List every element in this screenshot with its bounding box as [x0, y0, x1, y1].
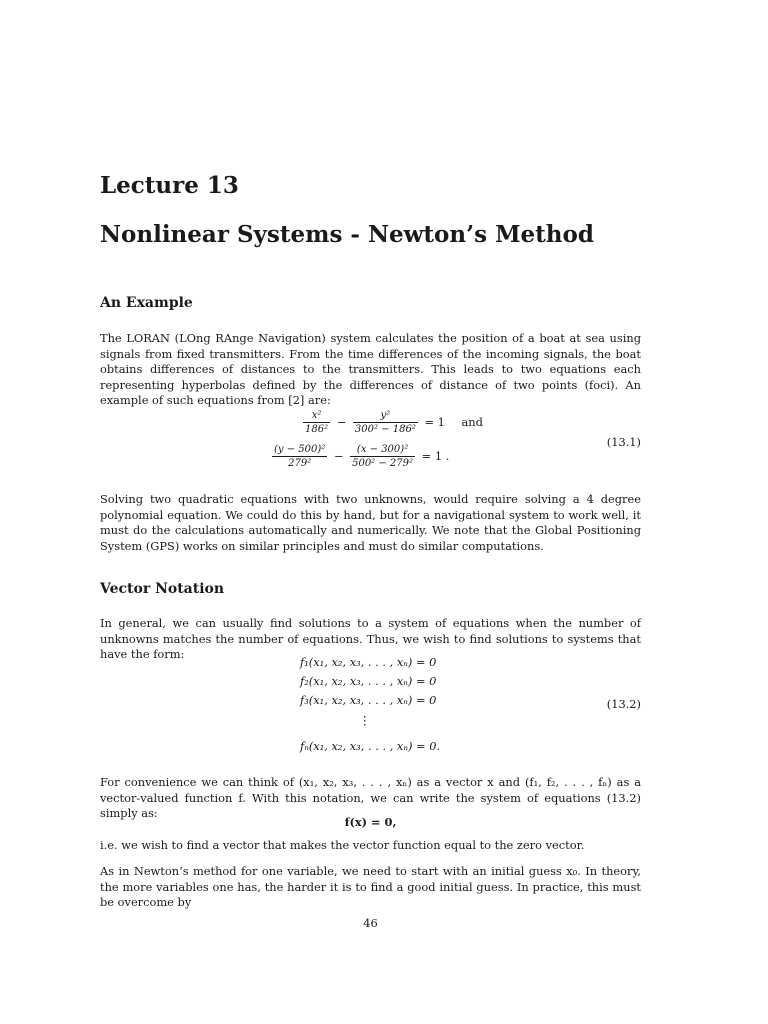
equation-row-2 [272, 444, 452, 469]
denominator: 279² [288, 458, 312, 469]
and-word: and [461, 414, 483, 429]
minus-sign: − [336, 414, 347, 429]
equation-row-1 [303, 410, 486, 435]
page-title: Nonlinear Systems - Newton’s Method [100, 221, 594, 248]
numerator: x² [303, 410, 330, 423]
equals-one: = 1 . [421, 448, 450, 463]
numerator: y² [353, 410, 418, 423]
denominator: 500² − 279² [352, 458, 414, 469]
numerator: (y − 500)² [274, 444, 326, 455]
system-line-1: f₁(x₁, x₂, x₃, . . . , xₙ) = 0 [300, 655, 437, 669]
paragraph-convenience: For convenience we can think of (x₁, x₂, x₃, . . . , xₙ) as a vector x and (f₁, f₂, . . . , fₙ) as a vector-valued function f. With this notation, we can write the system of equations (13.2) simply as: [100, 775, 641, 821]
paragraph-ie: i.e. we wish to find a vector that makes the vector function equal to the zero vector. [100, 838, 585, 852]
system-line-n: fₙ(x₁, x₂, x₃, . . . , xₙ) = 0. [300, 739, 441, 753]
system-line-3: f₃(x₁, x₂, x₃, . . . , xₙ) = 0 [300, 693, 437, 707]
fraction [350, 444, 415, 469]
equation-number: (13.2) [606, 697, 641, 711]
paragraph-solving: Solving two quadratic equations with two unknowns, would require solving a 4 degree polynomial equation. We could do this by hand, but for a navigational system to work well, it must do the calculations automatically and numerically. We note that the Global Positioning System (GPS) works on similar principles and must do similar computations. [100, 492, 641, 553]
system-line-2: f₂(x₁, x₂, x₃, . . . , xₙ) = 0 [300, 674, 437, 688]
equation-13-1 [100, 408, 641, 478]
vector-equation: f(x) = 0, [344, 815, 397, 829]
equation-number: (13.1) [606, 435, 641, 449]
fraction [272, 444, 327, 469]
fraction [303, 410, 330, 435]
paragraph-newton: As in Newton’s method for one variable, we need to start with an initial guess x₀. In theory, the more variables one has, the harder it is to find a good initial guess. In practice, this must be overcome by [100, 864, 641, 910]
paragraph-general: In general, we can usually find solutions to a system of equations when the number of unknowns matches the number of equations. Thus, we wish to find solutions to systems that have the form: [100, 616, 641, 662]
denominator: 186² [305, 424, 329, 435]
numerator: (x − 300)² [350, 444, 415, 457]
paragraph-loran: The LORAN (LOng RAnge Navigation) system calculates the position of a boat at sea using signals from fixed transmitters. From the time differences of the incoming signals, the boat obtains differences of distances to the transmitters. This leads to two equations each representing hyperbolas defined by the differences of distance of two points (foci). An example of such equations from [2] are: [100, 331, 641, 408]
page-number: 46 [363, 916, 378, 930]
fraction [353, 410, 418, 435]
vertical-ellipsis: ⋮ [359, 713, 371, 727]
equals-one: = 1 [424, 414, 445, 429]
minus-sign: − [333, 448, 344, 463]
section-heading-vector-notation: Vector Notation [100, 581, 225, 597]
lecture-label: Lecture 13 [100, 172, 239, 199]
equation-13-2 [100, 655, 641, 760]
section-heading-an-example: An Example [100, 295, 193, 311]
denominator: 300² − 186² [354, 424, 416, 435]
